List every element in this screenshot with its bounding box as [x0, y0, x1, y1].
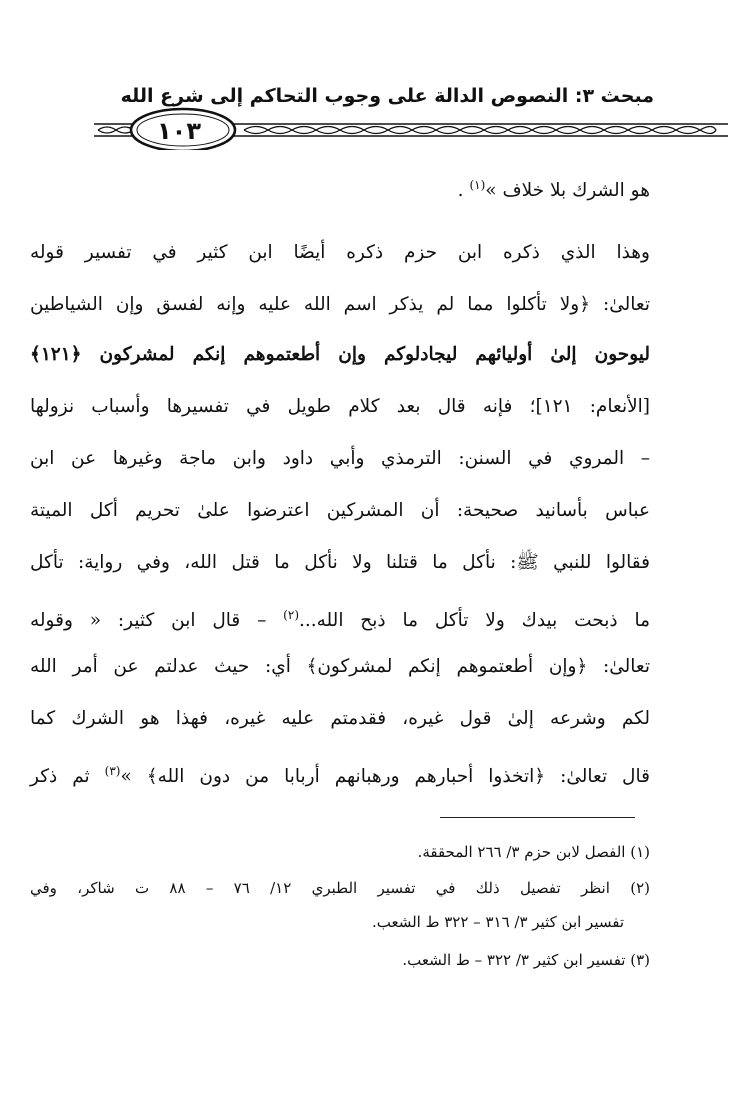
body-line: – المروي في السنن: الترمذي وأبي داود وابن ماجة وغيرها عن ابن: [30, 448, 650, 469]
footnote: (٣) تفسير ابن كثير ٣/ ٣٢٢ – ط الشعب.: [402, 951, 650, 969]
footnote: (١) الفصل لابن حزم ٣/ ٢٦٦ المحققة.: [417, 843, 650, 861]
page-number: ١٠٣: [157, 117, 201, 145]
footnote-separator: [440, 817, 635, 818]
body-line: [الأنعام: ١٢١]؛ فإنه قال بعد كلام طويل في تفسيرها وأسباب نزولها: [30, 396, 651, 417]
body-line: ما ذبحت بيدك ولا تأكل ما ذبح الله...$^{(٢)}$ – قال ابن كثير: « وقوله: [30, 608, 650, 632]
body-line: وهذا الذي ذكره ابن حزم ذكره أيضًا ابن كثير في تفسير قوله: [30, 242, 650, 263]
body-line: ليوحون إلىٰ أوليائهم ليجادلوكم وإن أطعتموهم إنكم لمشركون ﴿١٢١﴾: [30, 344, 650, 365]
footnote: (٢) انظر تفصيل ذلك في تفسير الطبري ١٢/ ٧٦ – ٨٨ ت شاكر، وفي: [30, 879, 650, 897]
body-line: تعالىٰ: ﴿ولا تأكلوا مما لم يذكر اسم الله عليه وإنه لفسق وإن الشياطين: [30, 294, 650, 315]
body-line: هو الشرك بلا خلاف »$^{(١)}$ .: [457, 178, 650, 202]
body-line: قال تعالىٰ: ﴿اتخذوا أحبارهم ورهبانهم أربابا من دون الله﴾ »$^{(٣)}$ ثم ذكر: [30, 764, 650, 788]
body-line: عباس بأسانيد صحيحة: أن المشركين اعترضوا علىٰ تحريم أكل الميتة: [30, 500, 650, 521]
running-title: مبحث ٣: النصوص الدالة على وجوب التحاكم إلى شرع الله: [120, 85, 654, 107]
body-line: لكم وشرعه إلىٰ قول غيره، فقدمتم عليه غيره، فهذا هو الشرك كما: [30, 708, 650, 729]
footnote-continuation: تفسير ابن كثير ٣/ ٣١٦ – ٣٢٢ ط الشعب.: [371, 913, 624, 931]
body-line: فقالوا للنبي ﷺ: نأكل ما قتلنا ولا نأكل ما قتل الله، وفي رواية: تأكل: [30, 552, 650, 573]
body-line: تعالىٰ: ﴿وإن أطعتموهم إنكم لمشركون﴾ أي: حيث عدلتم عن أمر الله: [30, 656, 650, 677]
